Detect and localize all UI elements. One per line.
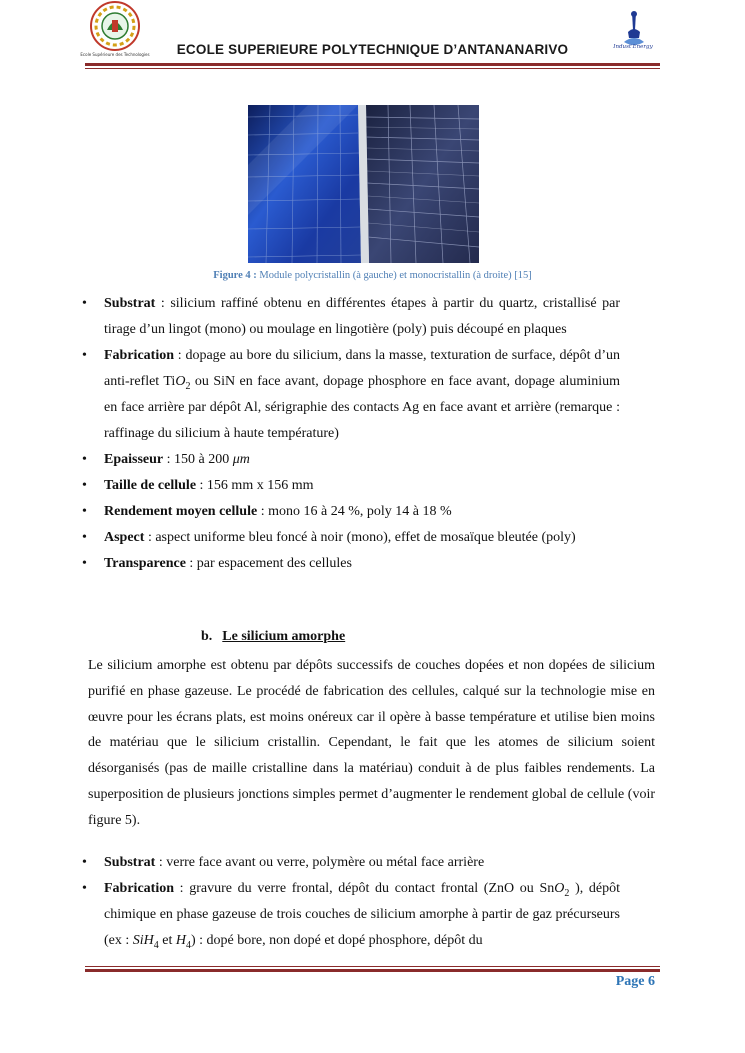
list-item: • Aspect : aspect uniforme bleu foncé à noir (mono), effet de mosaïque bleutée (poly): [80, 525, 620, 551]
figure-caption: [85, 270, 660, 281]
page-header: [80, 0, 660, 70]
figure-caption-label: Figure 4 :: [213, 270, 257, 281]
section-heading: b. Le silicium amorphe: [201, 629, 346, 644]
crystalline-properties-list: [80, 291, 620, 577]
list-item: • Fabrication : dopage au bore du silicium, dans la masse, texturation de surface, dépôt d’un anti-reflet TiO$_2$ ou SiN en face avant, dopage phosphore en face avant, dopage aluminium en face arrière par dépôt Al, sérigraphie des contacts Ag en face avant et arrière (remarque : raffinage du silicium à haute température): [80, 343, 620, 447]
list-item: • Fabrication : gravure du verre frontal, dépôt du contact frontal (ZnO ou SnO$_2$ ), dépôt chimique en phase gazeuse de trois couches de silicium amorphe à partir de gaz précurseurs (ex : SiH$_4$ et $H_4$) : dopé bore, non dopé et dopé phosphore, dépôt du: [80, 876, 620, 954]
list-item: • Rendement moyen cellule : mono 16 à 24 %, poly 14 à 18 %: [80, 499, 620, 525]
figure-caption-text: Module polycristallin (à gauche) et monocristallin (à droite) [15]: [259, 270, 532, 281]
list-item: • Substrat : verre face avant ou verre, polymère ou métal face arrière: [80, 850, 620, 876]
svg-text:Ecole Supérieure des Technolog: Ecole Supérieure des Technologies: [80, 52, 150, 57]
list-item: • Transparence : par espacement des cellules: [80, 551, 620, 577]
school-title: ECOLE SUPERIEURE POLYTECHNIQUE D’ANTANANARIVO: [176, 42, 569, 57]
page-number: Page 6: [615, 974, 655, 989]
header-rule: [85, 63, 660, 66]
list-item: • Substrat : silicium raffiné obtenu en différentes étapes à partir du quartz, cristallisé par tirage d’un lingot (mono) ou moulage en lingotière (poly) puis découpé en plaques: [80, 291, 620, 343]
svg-text:Indust'Energy: Indust'Energy: [613, 44, 653, 50]
list-item: • Taille de cellule : 156 mm x 156 mm: [80, 473, 620, 499]
section-paragraph: Le silicium amorphe est obtenu par dépôts successifs de couches dopées et non dopées de silicium purifié en phase gazeuse. Le procédé de fabrication des cellules, calqué sur la technologie mise en œuvre pour les écrans plats, est moins onéreux car il opère à basse température et utilise bien moins de matériau que le silicium cristallin. Cependant, le fait que les atomes de silicium soient désorganisés (pas de maille cristalline dans la matériau) conduit à de plus faibles rendements. La superposition de plusieurs jonctions simples permet d’augmenter le rendement global de cellule (voir figure 5).: [88, 658, 655, 828]
solar-modules-photo: [248, 105, 479, 263]
footer-rule: [85, 969, 660, 972]
list-item: • Epaisseur : 150 à 200 μm: [80, 447, 620, 473]
header-rule-thin: [85, 68, 660, 69]
amorphous-properties-list: [80, 850, 620, 954]
footer-rule-thin: [85, 966, 660, 967]
